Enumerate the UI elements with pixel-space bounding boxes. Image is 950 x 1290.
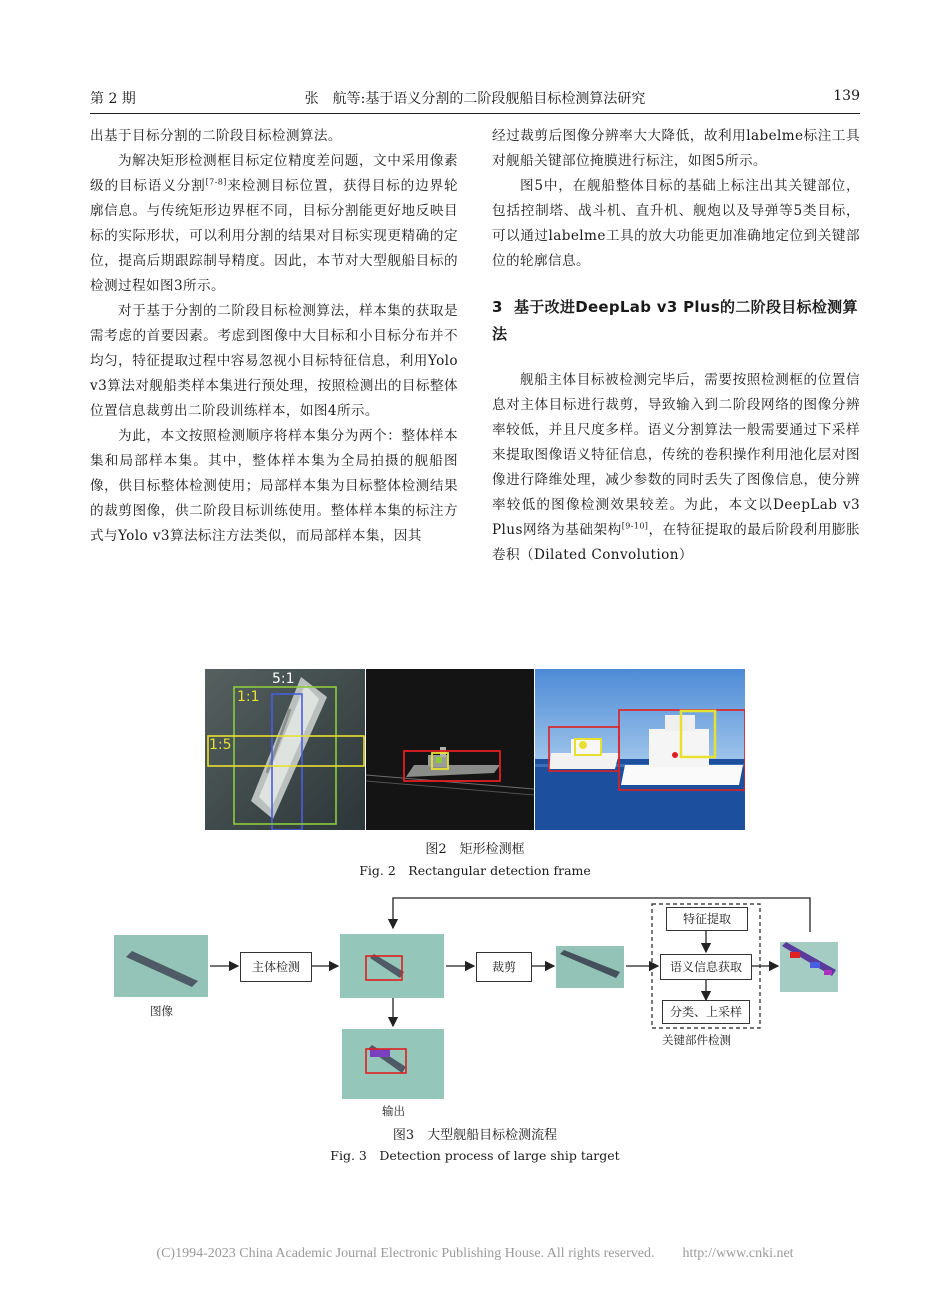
copyright-footer: (C)1994-2023 China Academic Journal Electronic Publishing House. All rights reserved. http://www.cnki.net bbox=[156, 1246, 794, 1261]
ship-output-icon bbox=[342, 1029, 444, 1099]
output-label: 输出 bbox=[382, 1104, 405, 1118]
classify-upsample-box: 分类、上采样 bbox=[662, 1000, 750, 1024]
fig2-caption-en: Fig. 2 Rectangular detection frame bbox=[359, 863, 591, 878]
segmented-result-thumb bbox=[780, 942, 838, 992]
ship-thumb-icon bbox=[114, 935, 208, 997]
ratio-label-1-1: 1:1 bbox=[237, 689, 260, 705]
section-heading: 3 基于改进DeepLab v3 Plus的二阶段目标检测算法 bbox=[492, 298, 858, 343]
cropped-image-thumb bbox=[556, 946, 624, 988]
paragraph: 出基于目标分割的二阶段目标检测算法。 bbox=[90, 128, 342, 144]
fig3-caption-en: Fig. 3 Detection process of large ship target bbox=[330, 1148, 620, 1163]
detected-image-thumb bbox=[340, 934, 444, 998]
citation: [9-10] bbox=[621, 521, 649, 531]
fig2-caption-cn: 图2 矩形检测框 bbox=[425, 842, 525, 857]
key-part-detect-label: 关键部件检测 bbox=[662, 1033, 731, 1047]
feature-extract-box: 特征提取 bbox=[666, 907, 748, 931]
satellite-ship-photo bbox=[205, 669, 365, 830]
coastguard-ships-illustration bbox=[535, 669, 745, 830]
segmentation-icon bbox=[780, 942, 838, 992]
crop-box: 裁剪 bbox=[476, 952, 532, 982]
fig3-caption-cn: 图3 大型舰船目标检测流程 bbox=[392, 1128, 558, 1143]
paragraph: 图5中，在舰船整体目标的基础上标注出其关键部位，包括控制塔、战斗机、直升机、舰炮以及导弹等5类目标，可以通过labelme工具的放大功能更加准确地定位到关键部位的轮廓信息。 bbox=[492, 178, 860, 269]
semantic-info-box: 语义信息获取 bbox=[660, 954, 752, 980]
page-number: 139 bbox=[833, 88, 860, 104]
dark-ship-photo bbox=[366, 669, 534, 830]
ratio-label-1-5: 1:5 bbox=[209, 737, 232, 753]
journal-issue: 第 2 期 bbox=[90, 91, 136, 107]
input-image-thumb bbox=[114, 935, 208, 997]
main-detect-box: 主体检测 bbox=[240, 952, 312, 982]
paragraph: 为此，本文按照检测顺序将样本集分为两个：整体样本集和局部样本集。其中，整体样本集为全局拍摄的舰船图像，供目标整体检测使用；局部样本集为目标整体检测结果的裁剪图像，供二阶段目标训练使用。整体样本集的标注方式与Yolo v3算法标注方法类似，而局部样本集，因其 bbox=[90, 428, 458, 544]
dark-ship-illustration bbox=[366, 669, 534, 830]
paragraph: 对于基于分割的二阶段目标检测算法，样本集的获取是需考虑的首要因素。考虑到图像中大目标和小目标分布并不均匀，特征提取过程中容易忽视小目标特征信息，利用Yolo v3算法对舰船类样本集进行预处理，按照检测出的目标整体位置信息裁剪出二阶段训练样本，如图4所示。 bbox=[90, 303, 458, 419]
output-image-thumb bbox=[342, 1029, 444, 1099]
citation: [7-8] bbox=[205, 177, 227, 187]
ratio-label-5-1: 5:1 bbox=[272, 671, 295, 687]
flow-connectors bbox=[0, 880, 950, 1120]
left-column bbox=[90, 124, 458, 549]
right-column bbox=[492, 124, 860, 568]
image-label: 图像 bbox=[150, 1004, 173, 1018]
paragraph: 为解决矩形检测框目标定位精度差问题，文中采用像素级的目标语义分割[7-8]来检测目标位置，获得目标的边界轮廓信息。与传统矩形边界框不同，目标分割能更好地反映目标的实际形状，可以利用分割的结果对目标实现更精确的定位，提高后期跟踪制导精度。因此，本节对大型舰船目标的检测过程如图3所示。 bbox=[90, 153, 458, 294]
paragraph: 经过裁剪后图像分辨率大大降低，故利用labelme标注工具对舰船关键部位掩膜进行标注，如图5所示。 bbox=[492, 128, 860, 169]
header-rule bbox=[90, 113, 860, 114]
running-title: 张 航等:基于语义分割的二阶段舰船目标检测算法研究 bbox=[304, 91, 646, 107]
paragraph: 舰船主体目标被检测完毕后，需要按照检测框的位置信息对主体目标进行裁剪，导致输入到二阶段网络的图像分辨率较低，并且尺度多样。语义分割算法一般需要通过下采样来提取图像语义特征信息，传统的卷积操作利用池化层对图像进行降维处理，减少参数的同时丢失了图像信息，使分辨率较低的图像检测效果较差。为此，本文以DeepLab v3 Plus网络为基础架构[9-10]，在特征提取的最后阶段利用膨胀卷积（Dilated Convolution） bbox=[492, 372, 861, 563]
ship-detect-icon bbox=[340, 934, 444, 998]
coastguard-ships-photo bbox=[535, 669, 745, 830]
ship-crop-icon bbox=[556, 946, 624, 988]
